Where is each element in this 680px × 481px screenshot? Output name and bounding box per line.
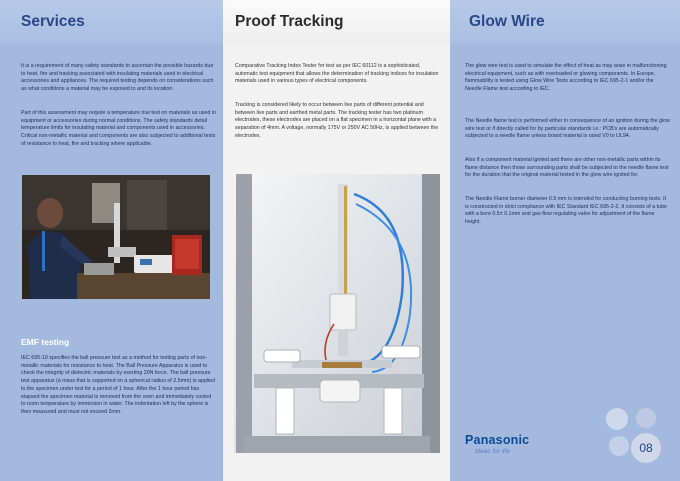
brand-tagline: ideas for life [475,448,511,455]
services-column [0,0,223,481]
tracking-tester-illustration [234,174,440,453]
services-paragraph-2: Part of this assessment may require a temperature rise test on materials as used in equipment or accessories during normal conditions. The safety standards detail temperature limits for insulating material and components used in accessories. Critical non-metallic material and components are also subjected to additional tests of resistance to heat, fire and tracking where applicable. [21,110,216,147]
lab-technician-illustration [22,175,210,299]
page-number: 08 [639,441,653,455]
glow-wire-title: Glow Wire [469,13,545,30]
glow-wire-paragraph-4: The Needle Flame burner diameter 0.5 mm is intended for conducting burning tests. It is constructed in strict compliance with IEC Standard IEC 695-2-2. It consists of a tube with a bore 0.5± 0.1mm and gas-flow regulating valve for adjustment of the flame height. [465,196,667,226]
glow-wire-paragraph-3: Also if a component material ignited and there are other non-metallic parts within its flame distance then those surrounding parts shall be subjected to the needle flame test for the duration that the original material tested in the glow wire ignited for. [465,157,669,179]
decor-circle-small-3 [636,408,656,428]
lab-technician-photo [22,175,210,299]
tracking-header [223,0,450,44]
tracking-tester-photo [234,174,440,453]
tracking-title: Proof Tracking [235,13,344,30]
glow-wire-header [450,0,680,44]
services-title: Services [21,13,85,30]
glow-wire-paragraph-2: The Needle flame test is performed either in consequence of an ignition during the glow wire test or if directly called for by particular standards i.e.: PCB's are automatically subjected to a needle flame unless board material is rated V0 to UL94. [465,118,670,140]
decor-circle-small [606,408,628,430]
services-header [0,0,223,44]
emf-title: EMF testing [21,337,70,347]
tracking-paragraph-2: Tracking is considered likely to occur between live parts of different potential and between live parts and earthed metal parts. The tracking tester has two platinum electrodes, these electrodes are placed on a flat specimen in a horizontal plane with a separation of 4mm. A voltage, normally 175V or 250V AC 50Hz, is applied between the electrodes. [235,102,439,139]
decor-circle-small-2 [609,436,629,456]
tracking-paragraph-1: Comparative Tracking Index Tester for test as per IEC 60112 is a sophisticated, automatic test equipment that allows the determination of tracking indices for insulation materials used in various types of electrical components. [235,63,439,85]
emf-paragraph: IEC 695-10 specifies the ball pressure test as a method for testing parts of non-metallic materials for resistance to heat. The Ball Pressure Apparatus is used to check the integrity of dielectric materials by exerting 20N force. The ball pressure test apparatus (a mass that is supported on a spherical radius of 2.5mm) is applied to the specimen under test for a period of 1 hour. After the 1 hour period has elapsed the specimen material is removed from the oven and immediately cooled to room temperature by immersion in water. The indentation left by the sphere is then measured and must not exceed 2mm. [21,355,216,415]
tracking-column [223,0,450,481]
services-paragraph-1: It is a requirement of many safety standards to ascertain the possible hazards due to heat, fire and tracking associated with insulating materials used in electrical accessories and appliances. The required testing depends on considerations such as what conditions a material may be exposed to and its location. [21,63,214,93]
panasonic-logo: Panasonic [465,433,530,447]
glow-wire-paragraph-1: The glow wire test is used to simulate the effect of heat as may arise in malfunctioning electrical equipment, such as with overloaded or glowing components. In Europe, flammability is tested using Glow Wire Tests according to IEC 695-2-1 and/or the Needle Flame test according to IEC. [465,63,667,93]
